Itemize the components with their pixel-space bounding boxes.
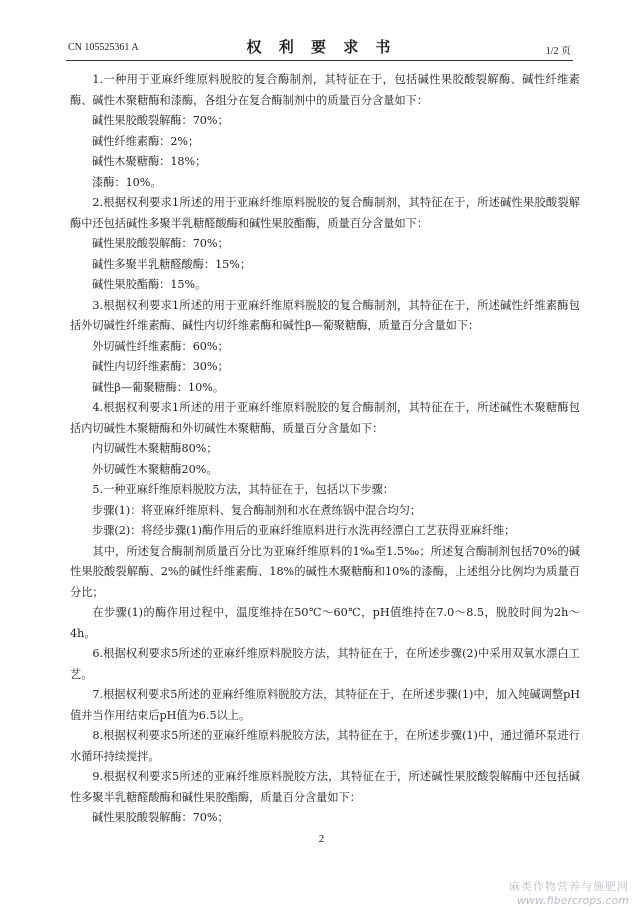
claim-paragraph: 2.根据权利要求1所述的用于亚麻纤维原料脱胶的复合酶制剂，其特征在于，所述碱性果胶酸裂解酶中还包括碱性多聚半乳糖醛酸酶和碱性果胶酯酶，质量百分含量如下： bbox=[70, 196, 580, 230]
page-header bbox=[0, 0, 643, 64]
claim-paragraph: 9.根据权利要求5所述的亚麻纤维原料脱胶方法，其特征在于，所述碱性果胶酸裂解酶中还包括碱性多聚半乳糖醛酸酶和碱性果胶酯酶，质量百分含量如下： bbox=[70, 770, 580, 804]
claim-paragraph: 在步骤(1)的酶作用过程中，温度维持在50℃～60℃，pH值维持在7.0～8.5，脱胶时间为2h～4h。 bbox=[70, 606, 580, 640]
claim-paragraph: 其中，所述复合酶制剂质量百分比为亚麻纤维原料的1‰至1.5‰；所述复合酶制剂包括70%的碱性果胶酸裂解酶、2%的碱性纤维素酶、18%的碱性木聚糖酶和10%的漆酶，上述组分比例均为质量百分比； bbox=[70, 544, 580, 599]
component-line: 碱性多聚半乳糖醛酸酶：15%； bbox=[92, 257, 252, 271]
component-line: 碱性果胶酯酶：15%。 bbox=[92, 278, 207, 291]
component-line: 漆酶：10%。 bbox=[92, 175, 162, 189]
claims-body bbox=[70, 70, 580, 829]
watermark bbox=[509, 878, 629, 907]
component-line: 碱性纤维素酶：2%； bbox=[92, 134, 200, 148]
page-of: 1/2 页 bbox=[545, 46, 571, 57]
component-line: 碱性β—葡聚糖酶：10%。 bbox=[92, 380, 225, 394]
step-line: 步骤(2)：将经步骤(1)酶作用后的亚麻纤维原料进行水洗再经漂白工艺获得亚麻纤维； bbox=[92, 524, 516, 537]
page-title: 权 利 要 求 书 bbox=[246, 38, 397, 56]
component-line: 碱性木聚糖酶：18%； bbox=[92, 155, 207, 168]
watermark-site-name: 麻类作物营养与施肥网 bbox=[509, 880, 629, 893]
component-line: 碱性果胶酸裂解酶：70%； bbox=[92, 114, 229, 127]
claim-paragraph: 8.根据权利要求5所述的亚麻纤维原料脱胶方法，其特征在于，在所述步骤(1)中，通过循环泵进行水循环持续搅拌。 bbox=[70, 729, 580, 763]
doc-number: CN 105525361 A bbox=[68, 42, 139, 53]
claim-paragraph: 6.根据权利要求5所述的亚麻纤维原料脱胶方法，其特征在于，在所述步骤(2)中采用双氧水漂白工艺。 bbox=[70, 647, 580, 681]
component-line: 碱性果胶酸裂解酶：70%； bbox=[92, 811, 229, 824]
header-divider bbox=[66, 60, 573, 61]
page-number: 2 bbox=[318, 833, 325, 845]
claim-paragraph: 7.根据权利要求5所述的亚麻纤维原料脱胶方法，其特征在于，在所述步骤(1)中，加入纯碱调整pH值并当作用结束后pH值为6.5以上。 bbox=[70, 688, 580, 722]
component-line: 内切碱性木聚糖酶80%； bbox=[92, 442, 218, 455]
claim-paragraph: 1.一种用于亚麻纤维原料脱胶的复合酶制剂，其特征在于，包括碱性果胶酸裂解酶、碱性纤维素酶、碱性木聚糖酶和漆酶，各组分在复合酶制剂中的质量百分含量如下： bbox=[70, 73, 580, 107]
claim-paragraph: 4.根据权利要求1所述的用于亚麻纤维原料脱胶的复合酶制剂，其特征在于，所述碱性木聚糖酶包括内切碱性木聚糖酶和外切碱性木聚糖酶，质量百分含量如下： bbox=[70, 401, 580, 435]
component-line: 外切碱性纤维素酶：60%； bbox=[92, 339, 229, 353]
claim-paragraph: 3.根据权利要求1所述的用于亚麻纤维原料脱胶的复合酶制剂，其特征在于，所述碱性纤维素酶包括外切碱性纤维素酶、碱性内切纤维素酶和碱性β—葡聚糖酶，质量百分含量如下： bbox=[70, 298, 580, 332]
watermark-url: www.fibercrops.com bbox=[516, 894, 629, 907]
claim-paragraph: 5.一种亚麻纤维原料脱胶方法，其特征在于，包括以下步骤： bbox=[92, 483, 394, 496]
step-line: 步骤(1)：将亚麻纤维原料、复合酶制剂和水在煮练锅中混合均匀； bbox=[92, 503, 422, 517]
component-line: 碱性内切纤维素酶：30%； bbox=[92, 360, 229, 373]
component-line: 碱性果胶酸裂解酶：70%； bbox=[92, 237, 229, 250]
component-line: 外切碱性木聚糖酶20%。 bbox=[92, 462, 218, 476]
